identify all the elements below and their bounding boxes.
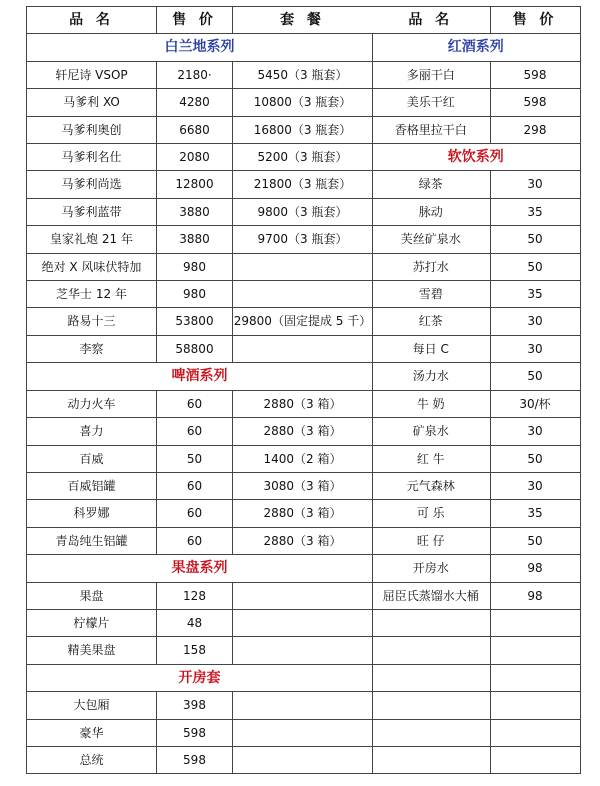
section-title: 啤酒系列	[27, 363, 373, 390]
cell-name	[372, 664, 490, 691]
cell-name: 果盘	[27, 582, 157, 609]
cell-price	[490, 719, 580, 746]
cell-price: 4280	[157, 89, 233, 116]
section-header-row	[27, 555, 373, 582]
cell-name: 矿泉水	[372, 418, 490, 445]
cell-price: 12800	[157, 171, 233, 198]
cell-name: 马爹利蓝带	[27, 198, 157, 225]
table-row	[27, 582, 373, 609]
section-title: 开房套	[27, 664, 373, 691]
section-title: 果盘系列	[27, 555, 373, 582]
section-header-row	[27, 664, 373, 691]
cell-name: 苏打水	[372, 253, 490, 280]
table-row	[27, 116, 373, 143]
table-row	[27, 500, 373, 527]
cell-price: 6680	[157, 116, 233, 143]
cell-price: 60	[157, 472, 233, 499]
cell-price: 98	[490, 555, 580, 582]
table-row	[372, 637, 580, 664]
cell-package	[233, 719, 373, 746]
cell-name: 绝对 X 风味伏特加	[27, 253, 157, 280]
table-row	[372, 500, 580, 527]
table-row	[372, 555, 580, 582]
cell-name: 喜力	[27, 418, 157, 445]
cell-name: 美乐干红	[372, 89, 490, 116]
cell-name: 牛 奶	[372, 390, 490, 417]
cell-name: 豪华	[27, 719, 157, 746]
cell-name: 百威铝罐	[27, 472, 157, 499]
cell-price: 50	[490, 445, 580, 472]
table-row	[27, 418, 373, 445]
cell-name: 每日 C	[372, 335, 490, 362]
cell-name: 路易十三	[27, 308, 157, 335]
cell-price	[490, 637, 580, 664]
table-row	[372, 308, 580, 335]
cell-name: 百威	[27, 445, 157, 472]
cell-name: 柠檬片	[27, 609, 157, 636]
cell-price: 60	[157, 527, 233, 554]
section-header-row	[27, 363, 373, 390]
cell-price: 35	[490, 500, 580, 527]
cell-package	[233, 281, 373, 308]
table-row	[372, 418, 580, 445]
table-row	[372, 692, 580, 719]
cell-price: 2080	[157, 144, 233, 171]
table-row	[372, 363, 580, 390]
cell-name: 芙丝矿泉水	[372, 226, 490, 253]
cell-name: 轩尼诗 VSOP	[27, 61, 157, 88]
table-row	[372, 582, 580, 609]
cell-price: 128	[157, 582, 233, 609]
cell-name: 总统	[27, 746, 157, 773]
cell-price: 158	[157, 637, 233, 664]
table-row	[372, 89, 580, 116]
cell-name: 马爹利尚选	[27, 171, 157, 198]
table-row	[27, 609, 373, 636]
cell-name: 旺 仔	[372, 527, 490, 554]
header-package: 套 餐	[233, 7, 373, 34]
table-row	[27, 390, 373, 417]
cell-package: 5200（3 瓶套）	[233, 144, 373, 171]
header-name: 品 名	[27, 7, 157, 34]
cell-package: 2880（3 箱）	[233, 527, 373, 554]
left-header-row	[27, 7, 373, 34]
cell-price: 30	[490, 335, 580, 362]
table-row	[27, 144, 373, 171]
cell-price: 598	[490, 61, 580, 88]
cell-price: 48	[157, 609, 233, 636]
left-price-table	[26, 6, 373, 774]
table-row	[372, 527, 580, 554]
cell-name: 红茶	[372, 308, 490, 335]
cell-package: 21800（3 瓶套）	[233, 171, 373, 198]
cell-price: 598	[490, 89, 580, 116]
cell-name: 科罗娜	[27, 500, 157, 527]
cell-name: 脉动	[372, 198, 490, 225]
cell-package	[233, 253, 373, 280]
cell-price: 980	[157, 281, 233, 308]
section-title: 软饮系列	[372, 144, 580, 171]
cell-name: 马爹利奥创	[27, 116, 157, 143]
table-row	[27, 472, 373, 499]
cell-package	[233, 637, 373, 664]
table-row	[27, 253, 373, 280]
table-row	[372, 61, 580, 88]
section-header-row	[27, 34, 373, 61]
right-price-table	[372, 6, 581, 774]
table-row	[372, 171, 580, 198]
cell-price: 980	[157, 253, 233, 280]
cell-name: 皇家礼炮 21 年	[27, 226, 157, 253]
cell-package: 3080（3 箱）	[233, 472, 373, 499]
table-row	[27, 719, 373, 746]
cell-name: 青岛纯生铝罐	[27, 527, 157, 554]
cell-name: 动力火车	[27, 390, 157, 417]
cell-package	[233, 582, 373, 609]
cell-name: 屈臣氏蒸馏水大桶	[372, 582, 490, 609]
cell-package	[233, 335, 373, 362]
cell-name: 元气森林	[372, 472, 490, 499]
cell-price	[490, 609, 580, 636]
cell-price: 2180·	[157, 61, 233, 88]
table-row	[372, 746, 580, 773]
cell-package: 5450（3 瓶套）	[233, 61, 373, 88]
cell-price	[490, 664, 580, 691]
cell-price: 98	[490, 582, 580, 609]
cell-name	[372, 746, 490, 773]
cell-price: 398	[157, 692, 233, 719]
table-row	[372, 198, 580, 225]
cell-price	[490, 692, 580, 719]
cell-price: 30	[490, 308, 580, 335]
table-row	[372, 335, 580, 362]
table-row	[27, 637, 373, 664]
cell-name: 马爹利 XO	[27, 89, 157, 116]
cell-package: 10800（3 瓶套）	[233, 89, 373, 116]
cell-package: 2880（3 箱）	[233, 500, 373, 527]
table-row	[372, 609, 580, 636]
cell-name: 多丽干白	[372, 61, 490, 88]
table-row	[372, 281, 580, 308]
cell-price: 30/杯	[490, 390, 580, 417]
cell-package: 9700（3 瓶套）	[233, 226, 373, 253]
cell-price: 60	[157, 390, 233, 417]
section-title: 红酒系列	[372, 34, 580, 61]
cell-price: 35	[490, 198, 580, 225]
table-row	[27, 198, 373, 225]
cell-name: 芝华士 12 年	[27, 281, 157, 308]
cell-package	[233, 609, 373, 636]
table-row	[27, 335, 373, 362]
table-row	[27, 445, 373, 472]
section-header-row	[372, 34, 580, 61]
cell-name: 红 牛	[372, 445, 490, 472]
cell-name: 开房水	[372, 555, 490, 582]
table-row	[27, 281, 373, 308]
cell-price: 30	[490, 418, 580, 445]
header-price: 售 价	[490, 7, 580, 34]
cell-name: 雪碧	[372, 281, 490, 308]
cell-package: 1400（2 箱）	[233, 445, 373, 472]
table-row	[372, 664, 580, 691]
cell-name: 李察	[27, 335, 157, 362]
table-row	[27, 308, 373, 335]
cell-price: 53800	[157, 308, 233, 335]
table-row	[372, 253, 580, 280]
cell-package: 2880（3 箱）	[233, 418, 373, 445]
cell-price: 50	[490, 253, 580, 280]
header-name: 品 名	[372, 7, 490, 34]
cell-price: 50	[157, 445, 233, 472]
section-header-row	[372, 144, 580, 171]
table-row	[372, 116, 580, 143]
cell-name	[372, 637, 490, 664]
cell-price: 30	[490, 171, 580, 198]
cell-price	[490, 746, 580, 773]
table-row	[372, 719, 580, 746]
cell-name	[372, 692, 490, 719]
cell-price: 598	[157, 719, 233, 746]
cell-package	[233, 746, 373, 773]
table-row	[27, 226, 373, 253]
cell-price: 50	[490, 226, 580, 253]
cell-price: 50	[490, 527, 580, 554]
cell-name: 精美果盘	[27, 637, 157, 664]
cell-price: 35	[490, 281, 580, 308]
cell-name	[372, 719, 490, 746]
cell-price: 3880	[157, 198, 233, 225]
table-row	[372, 390, 580, 417]
cell-price: 60	[157, 500, 233, 527]
cell-price: 298	[490, 116, 580, 143]
table-row	[372, 226, 580, 253]
cell-price: 60	[157, 418, 233, 445]
cell-package: 9800（3 瓶套）	[233, 198, 373, 225]
cell-name: 可 乐	[372, 500, 490, 527]
cell-package: 2880（3 箱）	[233, 390, 373, 417]
table-row	[27, 692, 373, 719]
cell-name: 马爹利名仕	[27, 144, 157, 171]
right-header-row	[372, 7, 580, 34]
cell-price: 30	[490, 472, 580, 499]
section-title: 白兰地系列	[27, 34, 373, 61]
cell-price: 58800	[157, 335, 233, 362]
cell-package: 29800（固定提成 5 千）	[233, 308, 373, 335]
cell-price: 3880	[157, 226, 233, 253]
table-row	[27, 746, 373, 773]
table-row	[27, 527, 373, 554]
cell-name: 大包厢	[27, 692, 157, 719]
cell-name: 香格里拉干白	[372, 116, 490, 143]
table-row	[27, 61, 373, 88]
cell-price: 598	[157, 746, 233, 773]
cell-name: 汤力水	[372, 363, 490, 390]
cell-price: 50	[490, 363, 580, 390]
table-row	[372, 472, 580, 499]
cell-package	[233, 692, 373, 719]
header-price: 售 价	[157, 7, 233, 34]
table-row	[372, 445, 580, 472]
table-row	[27, 89, 373, 116]
table-row	[27, 171, 373, 198]
cell-name	[372, 609, 490, 636]
cell-name: 绿茶	[372, 171, 490, 198]
cell-package: 16800（3 瓶套）	[233, 116, 373, 143]
